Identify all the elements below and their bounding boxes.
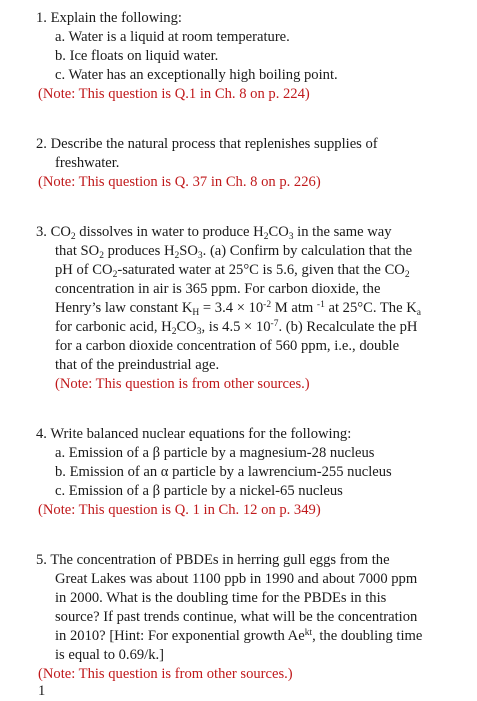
question-number: 2. <box>36 136 47 152</box>
question-text-line: freshwater. <box>55 155 120 171</box>
question-text-line: Henry’s law constant $K_H = 3.4 \times 10^{-2}$ M atm $^{-1}$ at 25°C. The $K_a$ <box>55 300 421 318</box>
source-note: (Note: This question is from other sources.) <box>55 376 310 392</box>
question-text-line: 3. $CO_2$ dissolves in water to produce $H_2CO_3$ in the same way <box>36 224 392 242</box>
list-item: c. Water has an exceptionally high boiling point. <box>55 67 338 83</box>
question-text-line: source? If past trends continue, what will be the concentration <box>55 609 418 625</box>
source-note: (Note: This question is Q.1 in Ch. 8 on p. 224) <box>38 86 310 102</box>
list-item: b. Emission of an α particle by a lawrencium-255 nucleus <box>55 464 392 480</box>
source-note: (Note: This question is Q. 1 in Ch. 12 on p. 349) <box>38 502 321 518</box>
question-text-line: concentration in air is 365 ppm. For carbon dioxide, the <box>55 281 381 297</box>
list-item: a. Emission of a β particle by a magnesium-28 nucleus <box>55 445 375 461</box>
question-text-line: that of the preindustrial age. <box>55 357 220 373</box>
question-text-line: in 2010? [Hint: For exponential growth $Ae^{kt}$, the doubling time <box>55 628 423 644</box>
source-note: (Note: This question is Q. 37 in Ch. 8 on p. 226) <box>38 174 321 190</box>
question-text-line: is equal to 0.69/k.] <box>55 647 165 663</box>
question-text-line: in 2000. What is the doubling time for the PBDEs in this <box>55 590 387 606</box>
question-text-line: Great Lakes was about 1100 ppb in 1990 and about 7000 ppm <box>55 571 418 587</box>
source-note: (Note: This question is from other sources.) <box>38 666 293 682</box>
list-item: a. Water is a liquid at room temperature. <box>55 29 290 45</box>
question-prompt: Explain the following: <box>50 10 182 26</box>
question-text-line: for carbonic acid, $H_2CO_3$, is $4.5 \times 10^{-7}$. (b) Recalculate the pH <box>55 319 418 337</box>
question-number: 5. <box>36 552 47 568</box>
question-text-line: that $SO_2$ produces $H_2SO_3$. (a) Confirm by calculation that the <box>55 243 413 261</box>
list-item: b. Ice floats on liquid water. <box>55 48 219 64</box>
question-number: 1. <box>36 10 47 26</box>
question-prompt: Write balanced nuclear equations for the following: <box>50 426 352 442</box>
list-item: c. Emission of a β particle by a nickel-65 nucleus <box>55 483 343 499</box>
question-text-line: The concentration of PBDEs in herring gull eggs from the <box>50 552 390 568</box>
question-number: 3. <box>36 224 47 240</box>
question-text-line: for a carbon dioxide concentration of 560 ppm, i.e., double <box>55 338 400 354</box>
page-number: 1 <box>38 683 46 699</box>
question-text-line: pH of $CO_2$-saturated water at 25°C is 5.6, given that the $CO_2$ <box>55 262 410 280</box>
question-text-line: Describe the natural process that replenishes supplies of <box>50 136 378 152</box>
question-number: 4. <box>36 426 47 442</box>
